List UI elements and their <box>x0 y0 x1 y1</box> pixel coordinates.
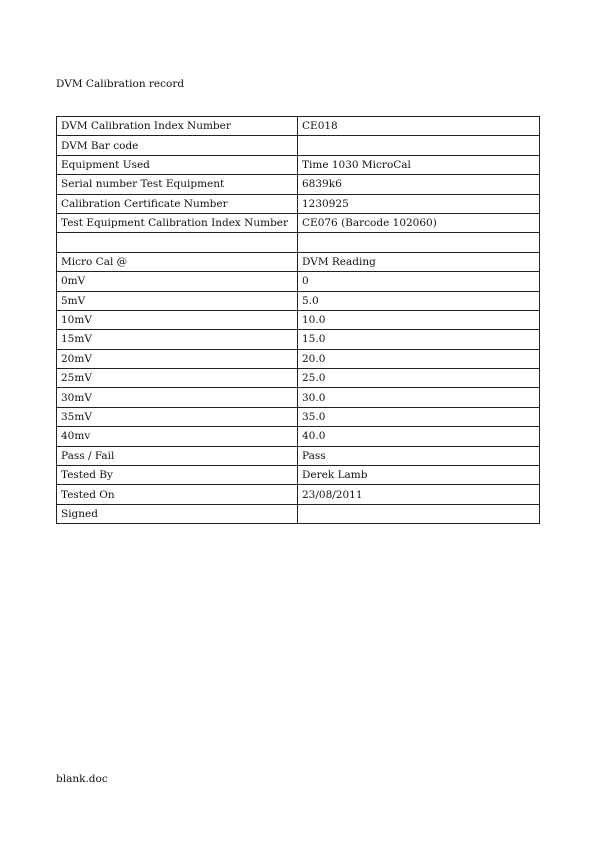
field-value: DVM Reading <box>298 252 540 271</box>
table-row <box>57 310 540 329</box>
field-label: Micro Cal @ <box>57 252 298 271</box>
field-label: 0mV <box>57 272 298 291</box>
table-row <box>57 175 540 194</box>
table-row <box>57 117 540 136</box>
table-row <box>57 291 540 310</box>
table-row <box>57 330 540 349</box>
field-value: 35.0 <box>298 407 540 426</box>
field-value: 25.0 <box>298 369 540 388</box>
field-value <box>298 504 540 523</box>
table-row <box>57 194 540 213</box>
field-label: DVM Calibration Index Number <box>57 117 298 136</box>
field-value: 6839k6 <box>298 175 540 194</box>
field-label <box>57 233 298 252</box>
calibration-record-table <box>56 116 540 524</box>
table-row <box>57 388 540 407</box>
table-row <box>57 446 540 465</box>
table-row <box>57 504 540 523</box>
table-row <box>57 369 540 388</box>
field-label: Tested On <box>57 485 298 504</box>
field-label: 35mV <box>57 407 298 426</box>
field-label: 20mV <box>57 349 298 368</box>
field-value: 20.0 <box>298 349 540 368</box>
field-label: Calibration Certificate Number <box>57 194 298 213</box>
table-row <box>57 136 540 155</box>
field-value: Time 1030 MicroCal <box>298 155 540 174</box>
field-label: 10mV <box>57 310 298 329</box>
table-row <box>57 272 540 291</box>
field-value: Pass <box>298 446 540 465</box>
field-value: 10.0 <box>298 310 540 329</box>
field-label: Serial number Test Equipment <box>57 175 298 194</box>
table-row <box>57 213 540 232</box>
field-value: CE076 (Barcode 102060) <box>298 213 540 232</box>
field-value: CE018 <box>298 117 540 136</box>
field-label: 15mV <box>57 330 298 349</box>
field-label: 5mV <box>57 291 298 310</box>
table-row <box>57 233 540 252</box>
field-value <box>298 136 540 155</box>
field-label: DVM Bar code <box>57 136 298 155</box>
field-value: 1230925 <box>298 194 540 213</box>
field-value: 5.0 <box>298 291 540 310</box>
field-label: Equipment Used <box>57 155 298 174</box>
field-label: 40mv <box>57 427 298 446</box>
field-value <box>298 233 540 252</box>
field-value: 30.0 <box>298 388 540 407</box>
table-row <box>57 155 540 174</box>
table-row <box>57 407 540 426</box>
field-label: 30mV <box>57 388 298 407</box>
field-value: 40.0 <box>298 427 540 446</box>
table-row <box>57 349 540 368</box>
table-row <box>57 427 540 446</box>
table-row <box>57 252 540 271</box>
document-title: DVM Calibration record <box>56 78 185 90</box>
table-row <box>57 485 540 504</box>
field-label: Tested By <box>57 466 298 485</box>
field-label: Test Equipment Calibration Index Number <box>57 213 298 232</box>
field-value: 23/08/2011 <box>298 485 540 504</box>
field-value: 0 <box>298 272 540 291</box>
table-row <box>57 466 540 485</box>
field-label: Pass / Fail <box>57 446 298 465</box>
field-label: 25mV <box>57 369 298 388</box>
footer-filename: blank.doc <box>56 773 108 785</box>
field-label: Signed <box>57 504 298 523</box>
field-value: 15.0 <box>298 330 540 349</box>
field-value: Derek Lamb <box>298 466 540 485</box>
